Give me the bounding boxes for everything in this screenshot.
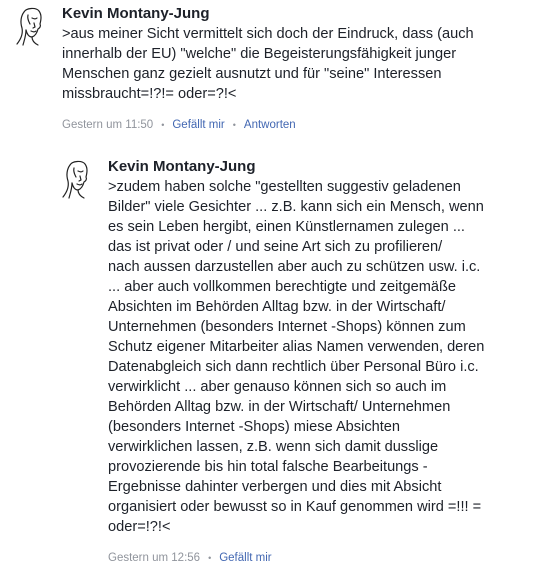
reply-link[interactable]: Antworten (243, 119, 296, 131)
sketch-face-avatar-icon (60, 159, 96, 199)
comment-meta (62, 117, 526, 133)
comment-1 (14, 4, 526, 133)
separator-dot: • (161, 120, 165, 130)
comment-text: >aus meiner Sicht vermittelt sich doch der Eindruck, dass (auch innerhalb der EU) "welche" die Begeisterungsfähigkeit junger Menschen ganz gezielt ausnutzt und für "seine" Interessen missbraucht=!?!= oder=?!< (62, 26, 474, 102)
comment-author[interactable]: Kevin Montany-Jung (62, 5, 210, 22)
avatar[interactable] (60, 159, 96, 199)
comment-meta (108, 550, 526, 566)
comment-body (62, 4, 526, 133)
comment-timestamp[interactable]: Gestern um 12:56 (108, 552, 201, 564)
like-link[interactable]: Gefällt mir (172, 119, 225, 131)
comment-author[interactable]: Kevin Montany-Jung (108, 158, 256, 175)
separator-dot: • (232, 120, 236, 130)
separator-dot: • (208, 553, 212, 563)
comment-timestamp[interactable]: Gestern um 11:50 (62, 119, 154, 131)
like-link[interactable]: Gefällt mir (219, 552, 272, 564)
avatar[interactable] (14, 6, 50, 46)
comment-2 (60, 157, 526, 566)
sketch-face-avatar-icon (14, 6, 50, 46)
comment-body (108, 157, 526, 566)
comment-text: >zudem haben solche "gestellten suggestiv geladenen Bilder" viele Gesichter ... z.B. kann sich ein Mensch, wenn es sein Leben hergibt, einen Künstlernamen zulegen ... das ist privat oder / und seine Art sich zu profilieren/ nach aussen darzustellen aber auch zu schützen usw. i.c. ... aber auch vollkommen berechtigte und zeitgemäße Absichten im Behörden Alltag bzw. in der Wirtschaft/ Unternehmen (besonders Internet -Shops) können zum Schutz eigener Mitarbeiter alias Namen verwenden, deren Datenabgleich sich dann rechtlich über Personal Büro i.c. verwirklicht ... aber genauso können sich so auch im Behörden Alltag bzw. in der Wirtschaft/ Unternehmen (besonders Internet -Shops) miese Absichten verwirklichen lassen, z.B. wenn sich damit dusslige provozierende bis hin total falsche Bearbeitungs - Ergebnisse dahinter verbergen und dies mit Absicht organisiert oder bewusst so in Kauf genommen wird =!!! = oder=!?!< (108, 179, 485, 535)
